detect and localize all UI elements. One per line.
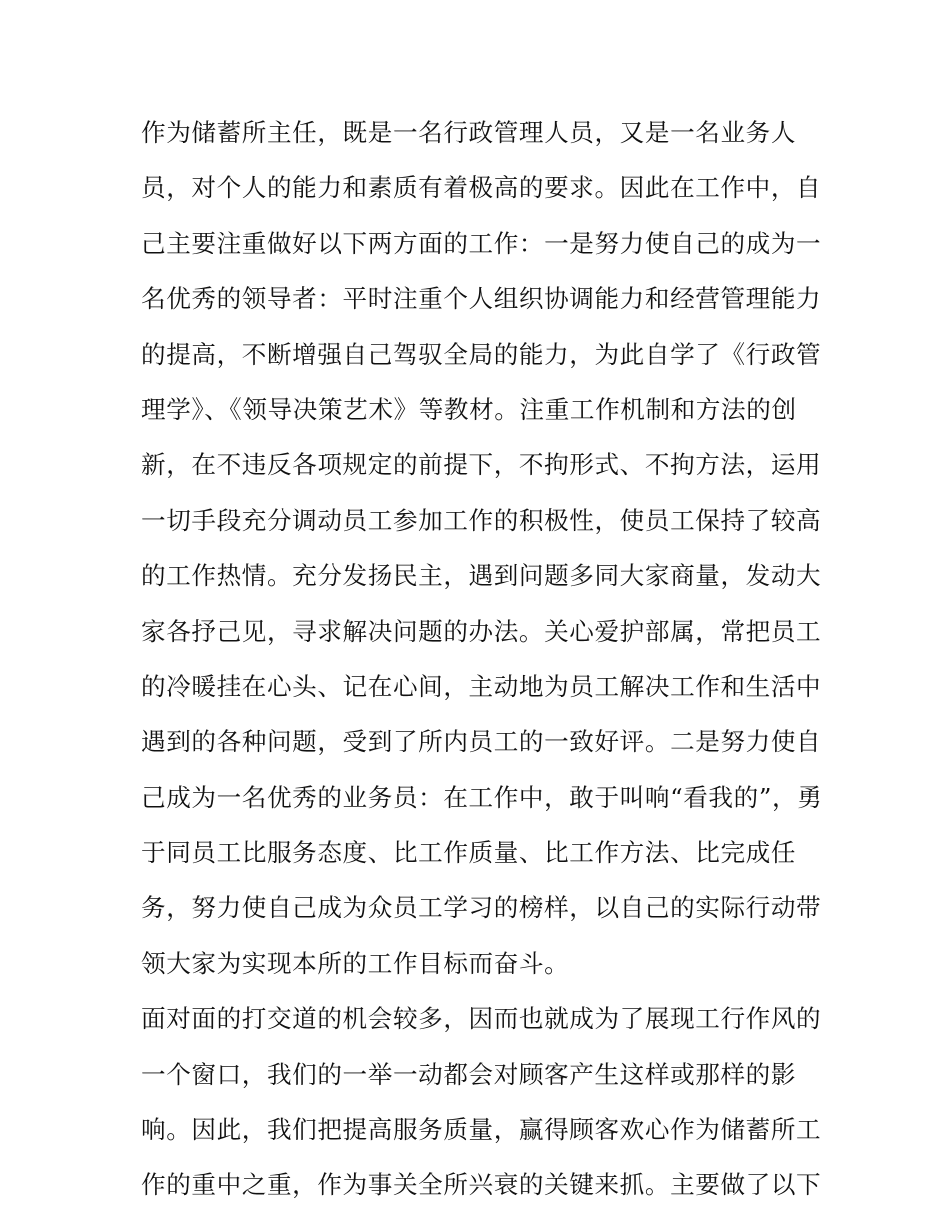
text-line: 的冷暖挂在心头、记在心间，主动地为员工解决工作和生活中 bbox=[141, 671, 822, 701]
text-line: 名优秀的领导者：平时注重个人组织协调能力和经营管理能力 bbox=[141, 284, 822, 314]
text-line: 面对面的打交道的机会较多，因而也就成为了展现工行作风的 bbox=[141, 1004, 822, 1034]
text-line: 响。因此，我们把提高服务质量，赢得顾客欢心作为储蓄所工 bbox=[141, 1115, 822, 1145]
text-line: 领大家为实现本所的工作目标而奋斗。 bbox=[141, 948, 570, 978]
text-line: 的工作热情。充分发扬民主，遇到问题多同大家商量，发动大 bbox=[141, 561, 822, 591]
text-line: 遇到的各种问题，受到了所内员工的一致好评。二是努力使自 bbox=[141, 727, 822, 757]
text-line: 作为储蓄所主任，既是一名行政管理人员，又是一名业务人 bbox=[141, 118, 797, 147]
text-line: 理学》、《领导决策艺术》等教材。注重工作机制和方法的创 bbox=[141, 394, 797, 424]
text-line: 家各抒己见，寻求解决问题的办法。关心爱护部属，常把员工 bbox=[141, 616, 822, 646]
text-line: 一切手段充分调动员工参加工作的积极性，使员工保持了较高 bbox=[141, 505, 822, 535]
text-line: 新，在不违反各项规定的前提下，不拘形式、不拘方法，运用 bbox=[141, 450, 822, 480]
text-line: 于同员工比服务态度、比工作质量、比工作方法、比完成任 bbox=[141, 838, 797, 868]
text-line: 己主要注重做好以下两方面的工作：一是努力使自己的成为一 bbox=[141, 228, 822, 258]
document-body bbox=[141, 105, 821, 1213]
text-line: 己成为一名优秀的业务员：在工作中，敢于叫响“看我的”，勇 bbox=[141, 782, 823, 812]
text-line: 作的重中之重，作为事关全所兴衰的关键来抓。主要做了以下 bbox=[141, 1170, 822, 1200]
text-line: 一个窗口，我们的一举一动都会对顾客产生这样或那样的影 bbox=[141, 1059, 797, 1089]
text-line: 员，对个人的能力和素质有着极高的要求。因此在工作中，自 bbox=[141, 173, 822, 203]
text-line: 务，努力使自己成为众员工学习的榜样，以自己的实际行动带 bbox=[141, 893, 822, 923]
text-line: 的提高，不断增强自己驾驭全局的能力，为此自学了《行政管 bbox=[141, 339, 822, 369]
